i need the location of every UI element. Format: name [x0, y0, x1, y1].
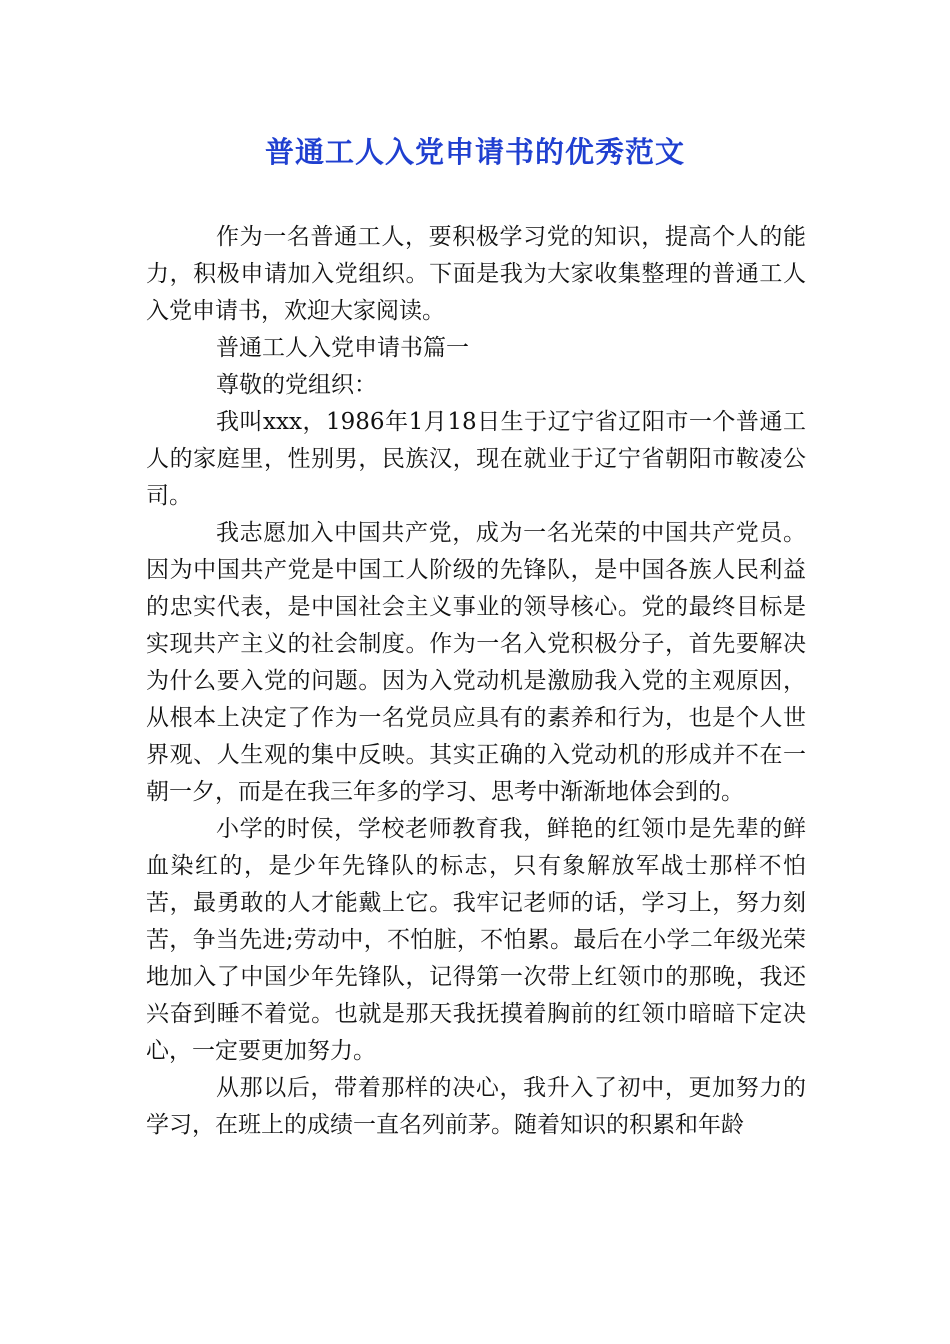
paragraph-motivation: 我志愿加入中国共产党，成为一名光荣的中国共产党员。因为中国共产党是中国工人阶级的先锋队，是中国各族人民利益的忠实代表，是中国社会主义事业的领导核心。党的最终目标是实现共产主义的社会制度。作为一名入党积极分子，首先要解决为什么要入党的问题。因为入党动机是激励我入党的主观原因，从根本上决定了作为一名党员应具有的素养和行为，也是个人世界观、人生观的集中反映。其实正确的入党动机的形成并不在一朝一夕，而是在我三年多的学习、思考中渐渐地体会到的。 — [146, 520, 806, 805]
paragraph-heading-part-one: 普通工人入党申请书篇一 — [216, 335, 469, 361]
paragraph-middle-school: 从那以后，带着那样的决心，我升入了初中，更加努力的学习，在班上的成绩一直名列前茅。随着知识的积累和年龄 — [146, 1075, 806, 1138]
paragraph-self-introduction: 我叫xxx，1986年1月18日生于辽宁省辽阳市一个普通工人的家庭里，性别男，民族汉，现在就业于辽宁省朝阳市鞍凌公司。 — [146, 409, 806, 509]
document-body — [146, 219, 806, 1144]
paragraph-intro: 作为一名普通工人，要积极学习党的知识，提高个人的能力，积极申请加入党组织。下面是我为大家收集整理的普通工人入党申请书，欢迎大家阅读。 — [146, 224, 806, 324]
paragraph-salutation: 尊敬的党组织： — [216, 372, 377, 398]
document-title: 普通工人入党申请书的优秀范文 — [264, 135, 685, 169]
paragraph-primary-school: 小学的时侯，学校老师教育我，鲜艳的红领巾是先辈的鲜血染红的，是少年先锋队的标志，只有象解放军战士那样不怕苦，最勇敢的人才能戴上它。我牢记老师的话，学习上，努力刻苦，争当先进;劳动中，不怕脏，不怕累。最后在小学二年级光荣地加入了中国少年先锋队，记得第一次带上红领巾的那晚，我还兴奋到睡不着觉。也就是那天我抚摸着胸前的红领巾暗暗下定决心，一定要更加努力。 — [146, 816, 806, 1064]
